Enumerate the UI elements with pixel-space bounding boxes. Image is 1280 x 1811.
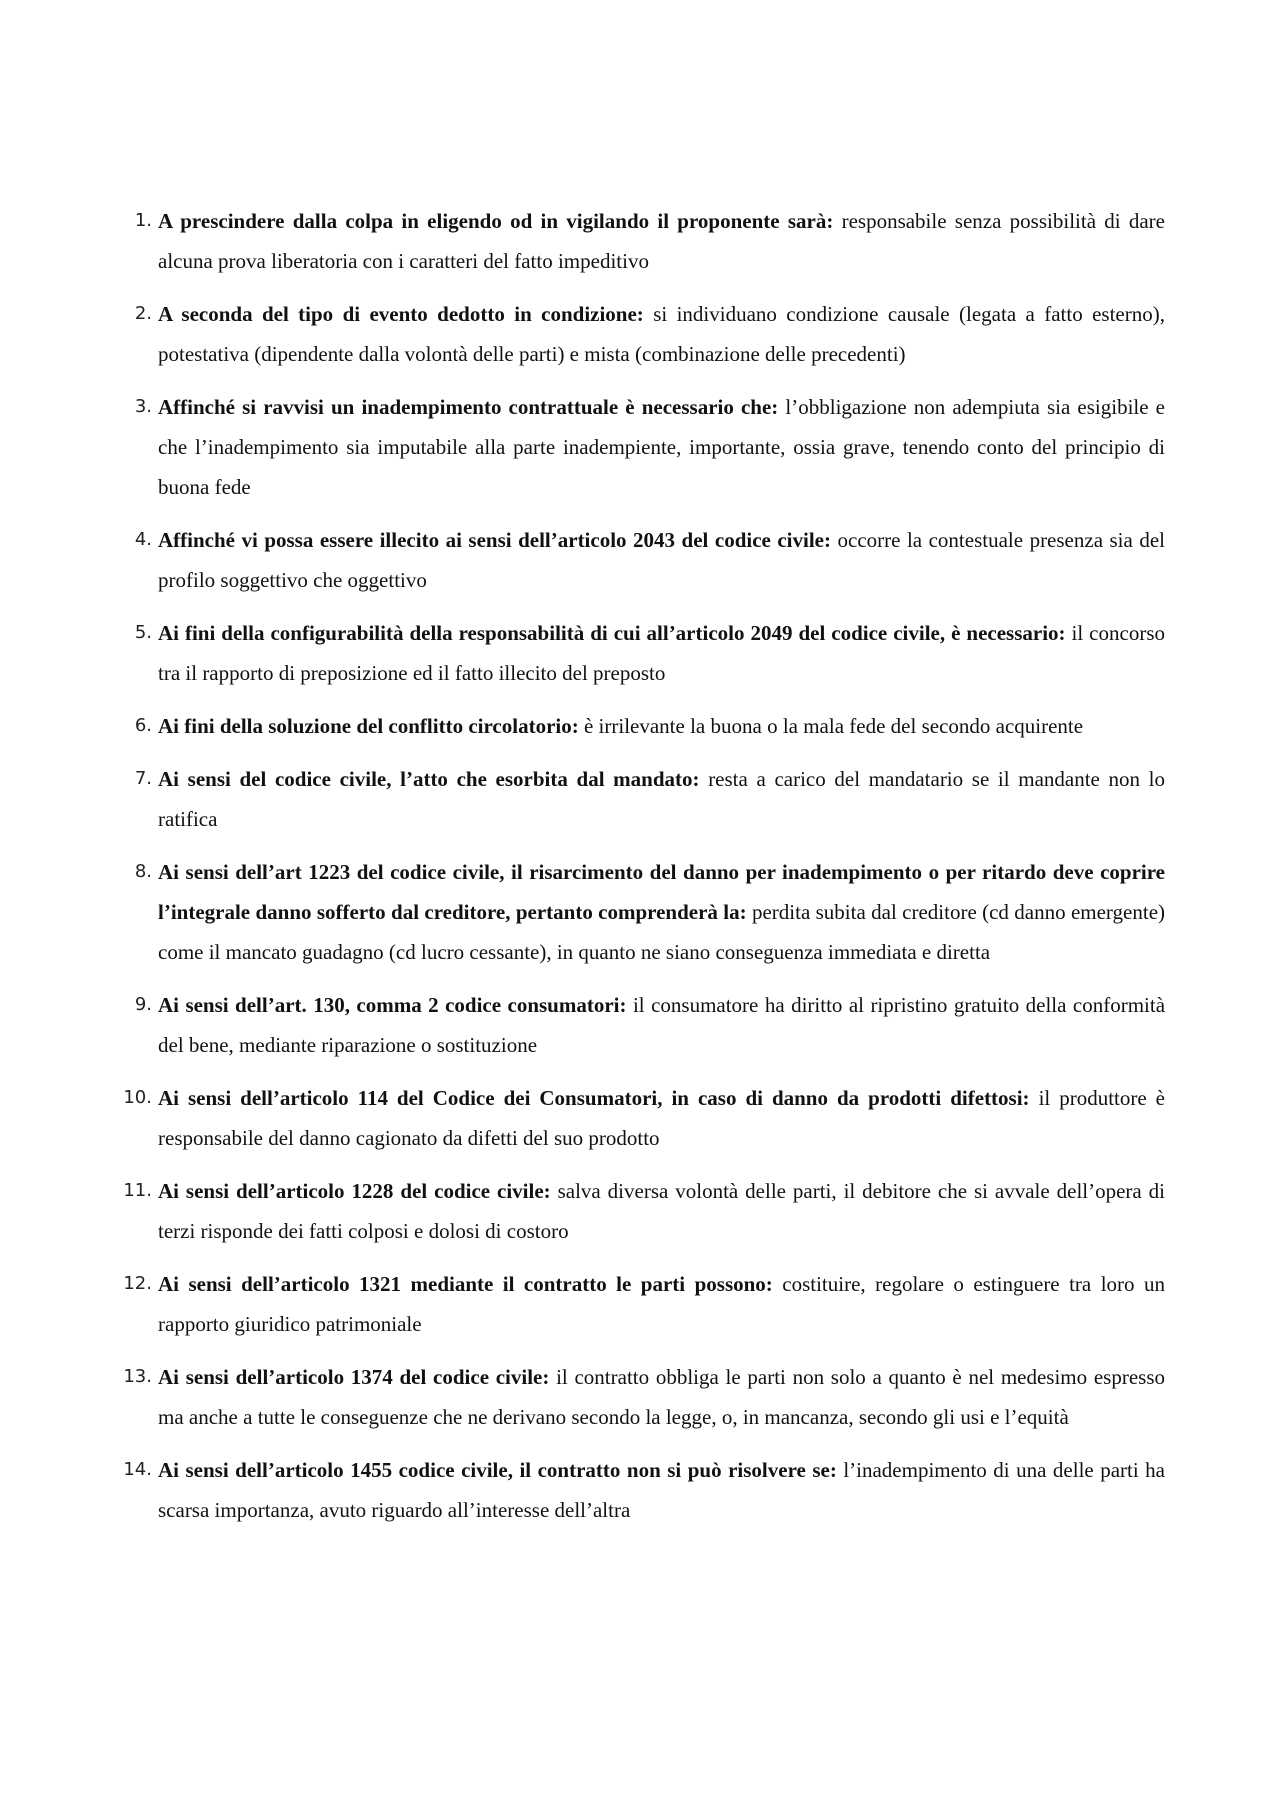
list-item <box>120 387 1165 507</box>
item-number: 2. <box>134 303 152 324</box>
item-number: 12. <box>123 1273 152 1294</box>
list-item <box>120 1450 1165 1530</box>
item-number: 7. <box>134 768 152 789</box>
item-answer: il consumatore ha diritto al ripristino gratuito della conformità del bene, mediante riparazione o sostituzione <box>158 993 1166 1057</box>
list-item <box>120 706 1165 746</box>
item-number: 1. <box>134 210 152 231</box>
list-item <box>120 852 1165 972</box>
item-question: Ai fini della configurabilità della responsabilità di cui all’articolo 2049 del codice civile, è necessario: <box>158 621 1066 645</box>
item-answer: l’obbligazione non adempiuta sia esigibile e che l’inadempimento sia imputabile alla parte inadempiente, importante, ossia grave, tenendo conto del principio di buona fede <box>158 395 1166 499</box>
list-item <box>120 613 1165 693</box>
list-item <box>120 1078 1165 1158</box>
question-answer-list <box>120 201 1165 1530</box>
item-question: Affinché vi possa essere illecito ai sensi dell’articolo 2043 del codice civile: <box>158 528 831 552</box>
item-answer: costituire, regolare o estinguere tra loro un rapporto giuridico patrimoniale <box>158 1272 1165 1336</box>
list-item <box>120 201 1165 281</box>
item-question: Ai sensi dell’articolo 114 del Codice dei Consumatori, in caso di danno da prodotti difettosi: <box>158 1086 1030 1110</box>
item-answer: si individuano condizione causale (legata a fatto esterno), potestativa (dipendente dalla volontà delle parti) e mista (combinazione delle precedenti) <box>158 302 1165 366</box>
item-question: Ai sensi dell’art. 130, comma 2 codice consumatori: <box>158 993 627 1017</box>
item-question: Affinché si ravvisi un inadempimento contrattuale è necessario che: <box>158 395 779 419</box>
list-item <box>120 1171 1165 1251</box>
item-answer: il contratto obbliga le parti non solo a quanto è nel medesimo espresso ma anche a tutte le conseguenze che ne derivano secondo la legge, o, in mancanza, secondo gli usi e l’equità <box>158 1365 1166 1429</box>
item-number: 13. <box>123 1366 152 1387</box>
item-number: 9. <box>134 994 152 1015</box>
list-item <box>120 1357 1165 1437</box>
item-number: 10. <box>123 1087 152 1108</box>
item-number: 11. <box>123 1180 152 1201</box>
item-answer: resta a carico del mandatario se il mandante non lo ratifica <box>158 767 1166 831</box>
item-question: A prescindere dalla colpa in eligendo od in vigilando il proponente sarà: <box>158 209 834 233</box>
item-answer: è irrilevante la buona o la mala fede del secondo acquirente <box>583 714 1084 738</box>
item-number: 3. <box>134 396 152 417</box>
item-number: 5. <box>134 622 152 643</box>
item-answer: responsabile senza possibilità di dare alcuna prova liberatoria con i caratteri del fatto impeditivo <box>158 209 1165 273</box>
item-number: 8. <box>134 861 152 882</box>
item-answer: salva diversa volontà delle parti, il debitore che si avvale dell’opera di terzi risponde dei fatti colposi e dolosi di costoro <box>158 1179 1166 1243</box>
list-item <box>120 520 1165 600</box>
item-question: Ai sensi dell’articolo 1228 del codice civile: <box>158 1179 551 1203</box>
item-answer: perdita subita dal creditore (cd danno emergente) come il mancato guadagno (cd lucro cessante), in quanto ne siano conseguenza immediata e diretta <box>158 900 1166 964</box>
item-question: Ai fini della soluzione del conflitto circolatorio: <box>158 714 579 738</box>
item-number: 4. <box>134 529 152 550</box>
item-question: A seconda del tipo di evento dedotto in condizione: <box>158 302 644 326</box>
item-question: Ai sensi dell’articolo 1455 codice civile, il contratto non si può risolvere se: <box>158 1458 837 1482</box>
item-question: Ai sensi dell’articolo 1374 del codice civile: <box>158 1365 550 1389</box>
item-answer: occorre la contestuale presenza sia del profilo soggettivo che oggettivo <box>158 528 1165 592</box>
list-item <box>120 985 1165 1065</box>
item-question: Ai sensi del codice civile, l’atto che esorbita dal mandato: <box>158 767 700 791</box>
item-answer: l’inadempimento di una delle parti ha scarsa importanza, avuto riguardo all’interesse dell’altra <box>158 1458 1166 1522</box>
item-number: 6. <box>134 715 152 736</box>
item-question: Ai sensi dell’art 1223 del codice civile, il risarcimento del danno per inadempimento o per ritardo deve coprire l’integrale danno sofferto dal creditore, pertanto comprenderà la: <box>158 860 1165 924</box>
list-item <box>120 294 1165 374</box>
item-answer: il produttore è responsabile del danno cagionato da difetti del suo prodotto <box>158 1086 1166 1150</box>
item-number: 14. <box>123 1459 152 1480</box>
list-item <box>120 1264 1165 1344</box>
item-answer: il concorso tra il rapporto di preposizione ed il fatto illecito del preposto <box>158 621 1165 685</box>
list-item <box>120 759 1165 839</box>
item-question: Ai sensi dell’articolo 1321 mediante il contratto le parti possono: <box>158 1272 773 1296</box>
